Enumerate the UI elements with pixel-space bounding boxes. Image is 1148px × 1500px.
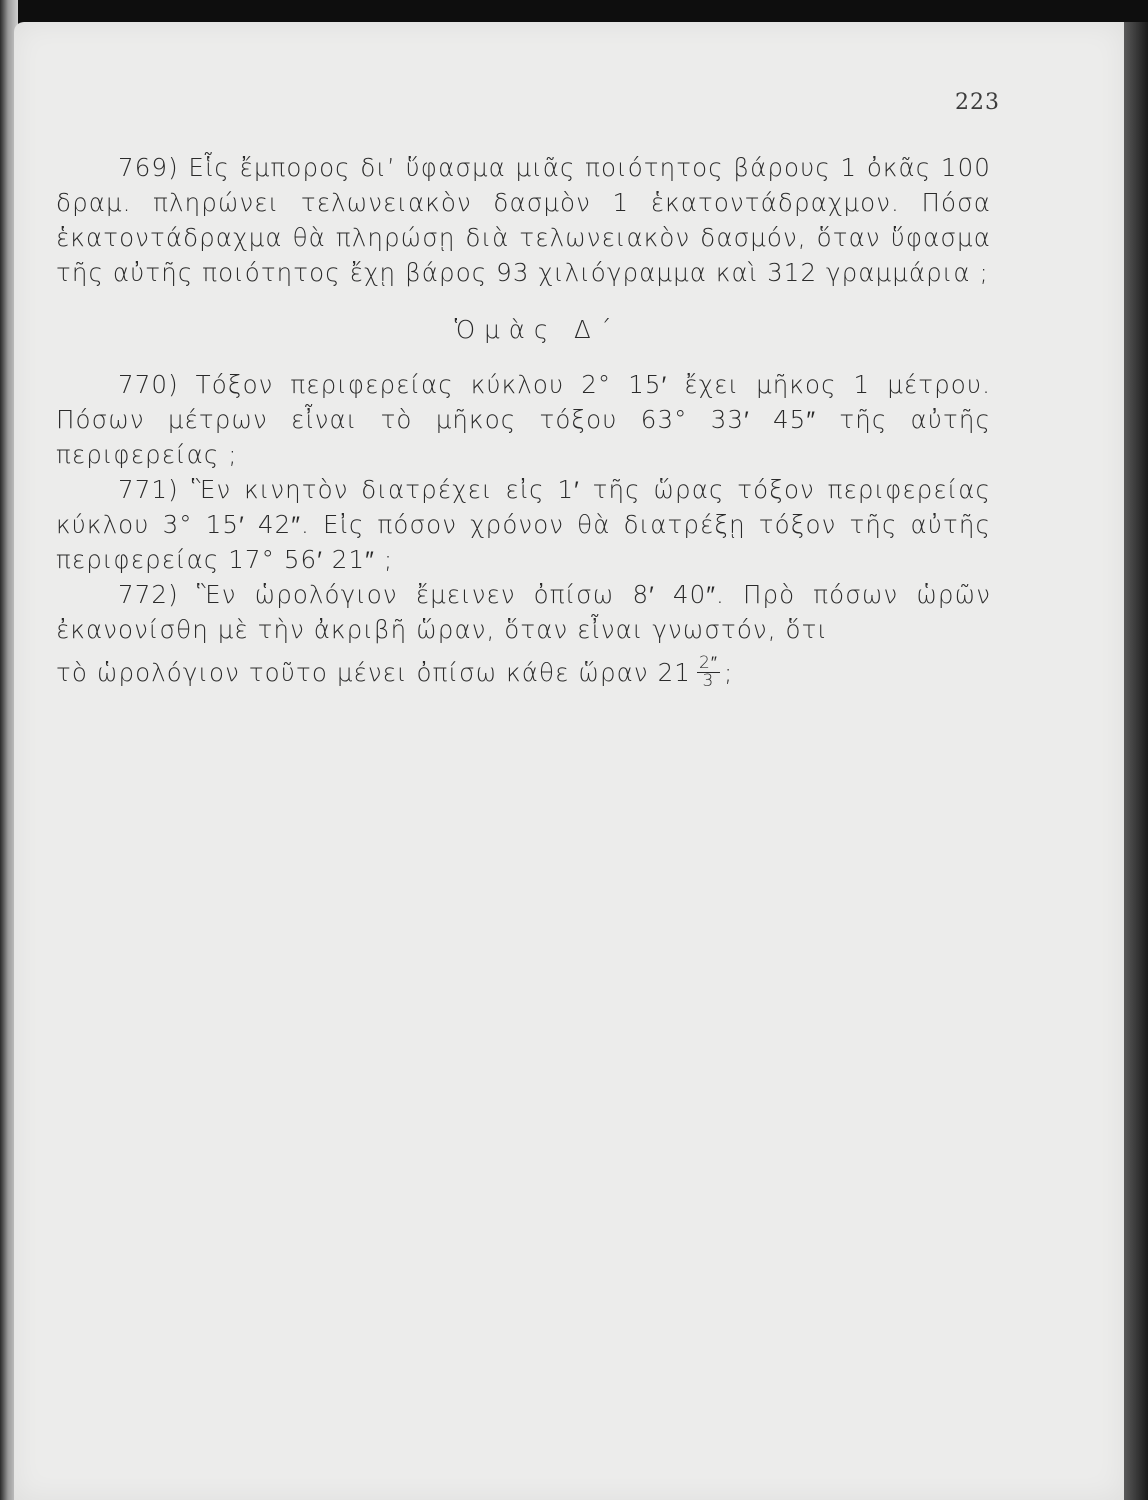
fraction [697,652,720,691]
page-body [56,150,991,692]
problem-772-last-line-text: τὸ ὡρολόγιον τοῦτο μένει ὀπίσω κάθε ὥραν 21 [56,658,691,687]
fraction-denominator: 3 [702,670,715,691]
problem-772-ending: ; [724,658,734,687]
section-title: Ὁμὰς Δ΄ [454,315,621,344]
scan-right-border [1124,22,1148,1500]
problem-770: 770) Τόξον περιφερείας κύκλου 2° 15′ ἔχει μῆκος 1 μέτρου. Πόσων μέτρων εἶναι τὸ μῆκος τόξου 63° 33′ 45″ τῆς αὐτῆς περιφερείας ; [56,370,991,469]
problem-772 [56,577,991,692]
fraction-numerator: 2″ [698,652,718,673]
page-number: 223 [955,90,1000,115]
problem-772-text: 772) Ἓν ὡρολόγιον ἔμεινεν ὀπίσω 8′ 40″. Πρὸ πόσων ὡρῶν ἐκανονίσθη μὲ τὴν ἀκριβῆ ὥραν, ὅταν εἶναι γνωστόν, ὅτι [56,580,991,644]
problem-772-last-line [56,652,991,692]
problem-771: 771) Ἓν κινητὸν διατρέχει εἰς 1′ τῆς ὥρας τόξον περιφερείας κύκλου 3° 15′ 42″. Εἰς πόσον χρόνον θὰ διατρέξῃ τόξον τῆς αὐτῆς περιφερείας 17° 56′ 21″ ; [56,475,991,574]
problem-769: 769) Εἷς ἔμπορος δι’ ὕφασμα μιᾶς ποιότητος βάρους 1 ὀκᾶς 100 δραμ. πληρώνει τελωνειακὸν δασμὸν 1 ἑκατοντάδραχμον. Πόσα ἑκατοντάδραχμα θὰ πληρώσῃ διὰ τελωνειακὸν δασμόν, ὅταν ὕφασμα τῆς αὐτῆς ποιότητος ἔχῃ βάρος 93 χιλιόγραμμα καὶ 312 γραμμάρια ; [56,153,991,287]
